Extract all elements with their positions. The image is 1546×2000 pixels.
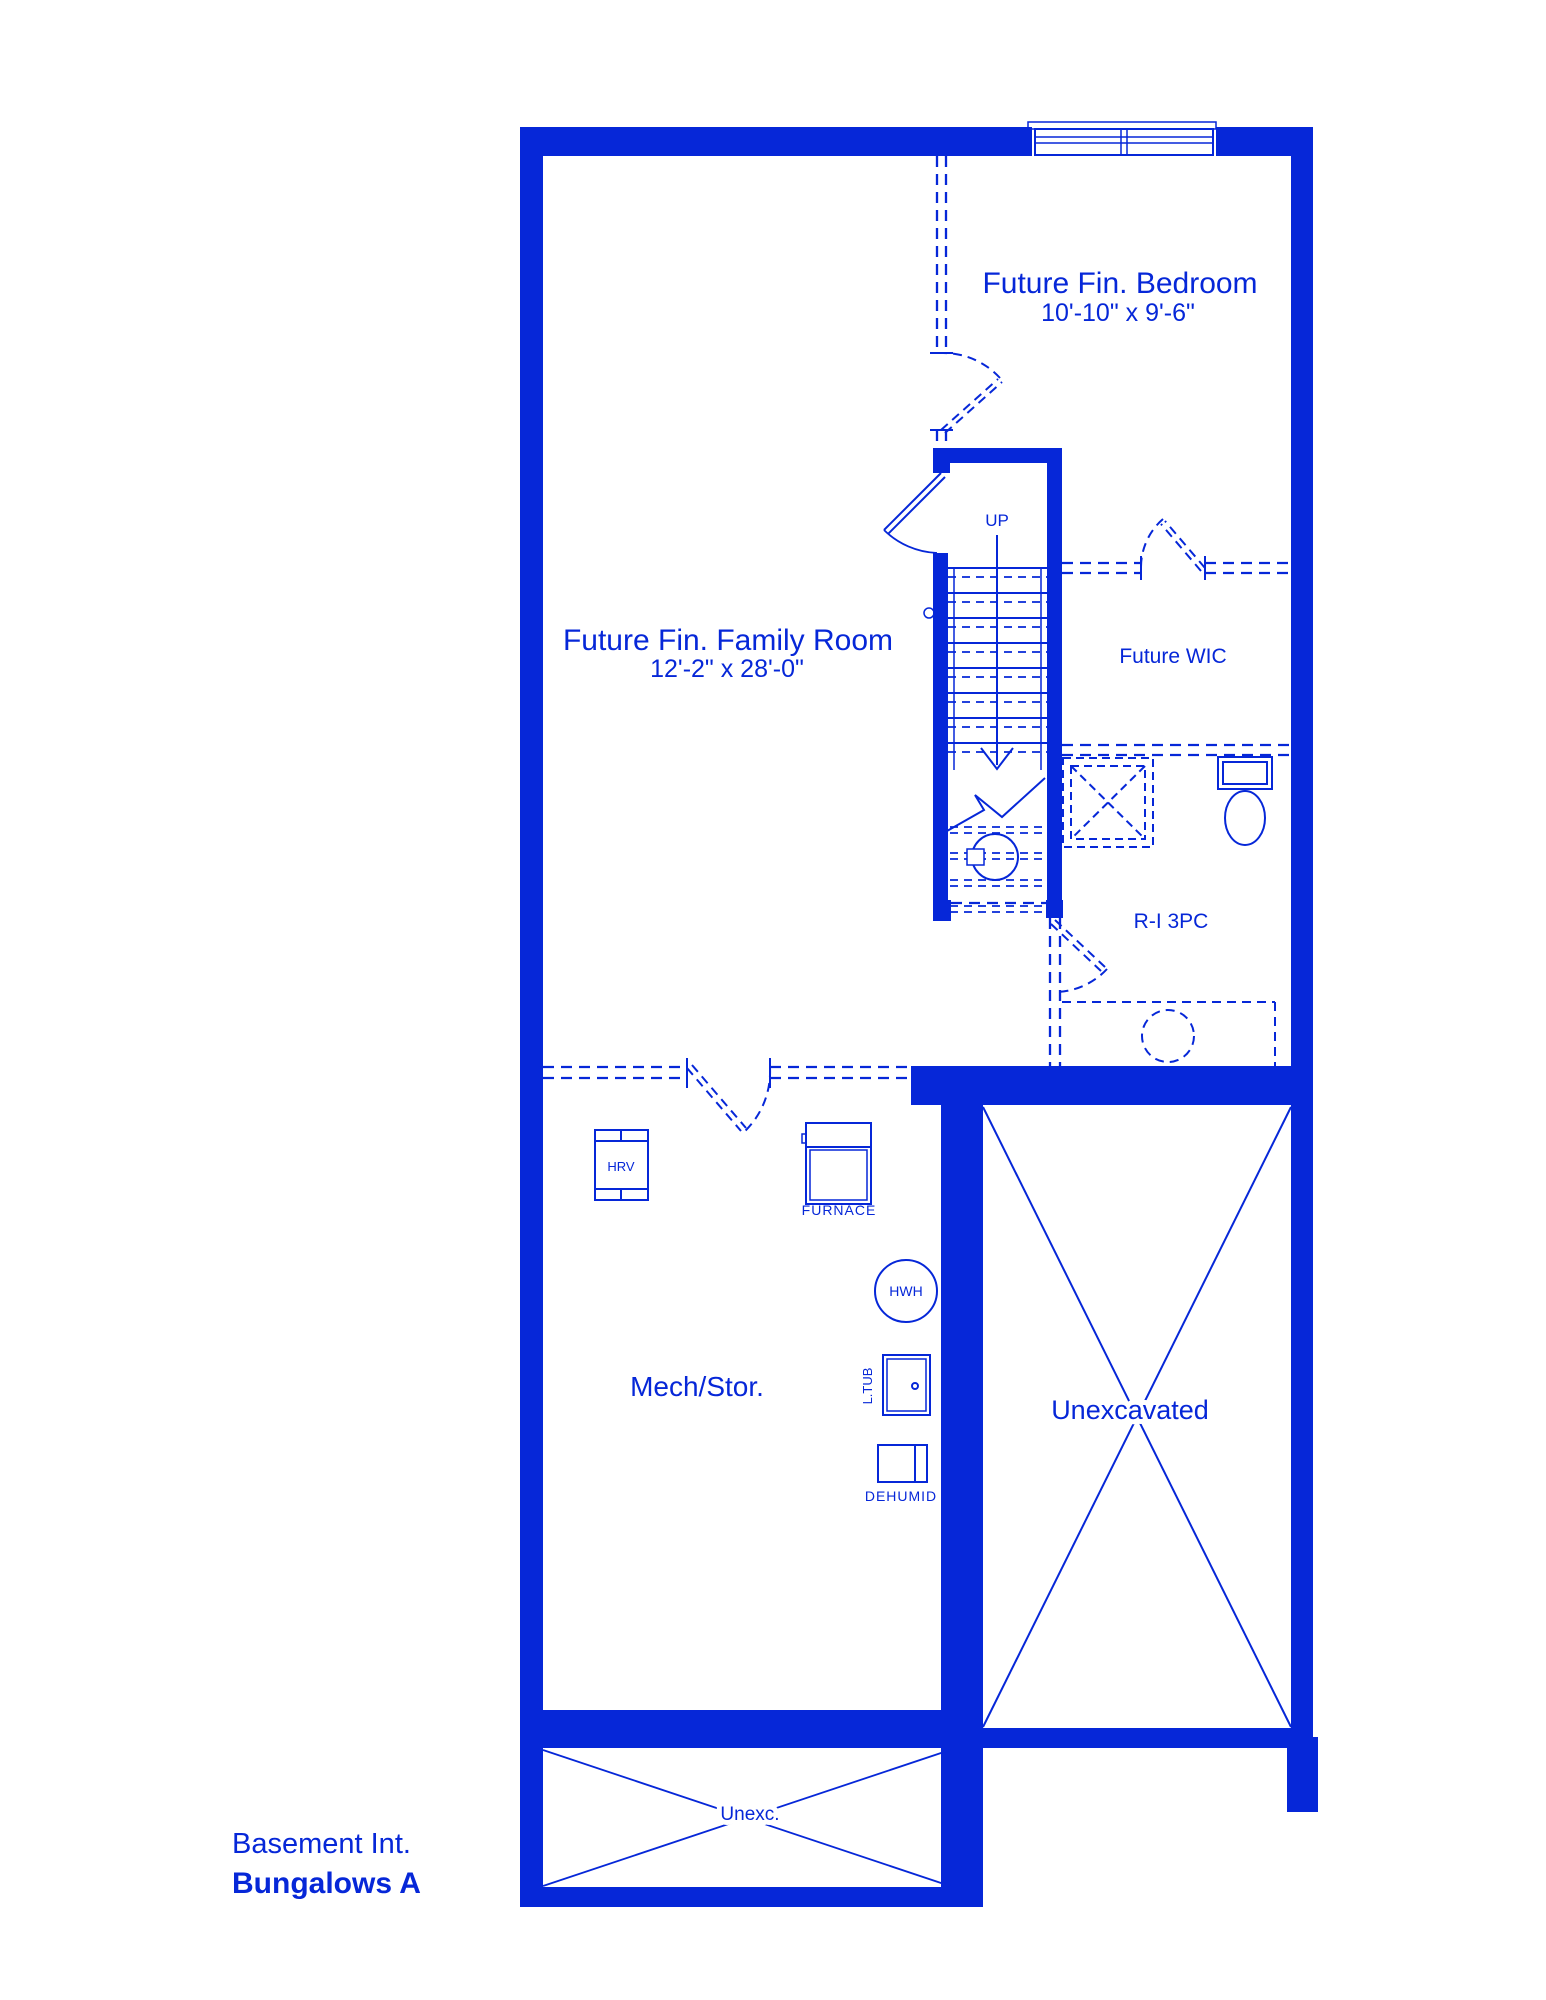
unexc-strip-label: Unexc. [720, 1804, 780, 1825]
future-door-bedroom [930, 353, 1002, 433]
sink-icon [1142, 1010, 1194, 1062]
stair-break-line [947, 778, 1045, 831]
wall-stair-right [1047, 463, 1062, 918]
wall-strip-bottom [520, 1887, 980, 1907]
future-door-wic [1141, 519, 1205, 580]
bedroom-label: Future Fin. Bedroom [982, 267, 1258, 300]
family-room-dims: 12'-2" x 28'-0" [650, 655, 804, 683]
dehumidifier-label: DEHUMID [864, 1488, 938, 1504]
wall-mech-bottom [543, 1710, 983, 1748]
hrv-label: HRV [607, 1159, 635, 1174]
future-wall-bath-divider [1062, 745, 1291, 755]
family-room-label: Future Fin. Family Room [562, 624, 894, 657]
furnace-label: FURNACE [801, 1202, 877, 1218]
stair-up-label: UP [985, 511, 1009, 530]
basin-notch [967, 849, 984, 865]
wall-stair-left-end-block [933, 900, 951, 921]
toilet-icon [1218, 757, 1272, 845]
stair-landing-dashed [950, 827, 1043, 912]
wall-unexcavated-bottom [978, 1728, 1313, 1748]
wall-fixture-circle [924, 608, 934, 618]
plan-title-line2: Bungalows A [232, 1867, 421, 1900]
mech-label: Mech/Stor. [630, 1371, 764, 1402]
future-wall-bedroom [937, 156, 946, 448]
future-wall-below-stairs [951, 903, 1060, 1066]
laundry-tub-unit [883, 1355, 930, 1415]
laundry-tub-label: L.TUB [860, 1367, 875, 1405]
future-wall-wic [1062, 563, 1291, 573]
bedroom-dims: 10'-10" x 9'-6" [1041, 299, 1195, 327]
bath-label: R-I 3PC [1133, 910, 1209, 933]
wall-stair-top [935, 448, 1062, 463]
shower-icon [1063, 758, 1153, 847]
vanity-counter [1062, 1002, 1275, 1066]
hwh-label: HWH [889, 1283, 923, 1299]
dehumidifier-unit [878, 1445, 927, 1482]
plan-title-line1: Basement Int. [232, 1828, 411, 1860]
wall-right [1291, 127, 1313, 1740]
wall-stair-right-end-block [1046, 900, 1063, 918]
wall-bath-bottom [911, 1066, 1313, 1105]
future-wall-mech [543, 1067, 911, 1078]
stair-entry-door [884, 473, 945, 553]
wall-left [520, 127, 543, 1907]
window-opening [1032, 122, 1216, 157]
wall-stair-left [933, 553, 948, 921]
exterior-walls [520, 127, 1318, 1907]
furnace-unit [802, 1123, 871, 1204]
wic-label: Future WIC [1119, 645, 1227, 668]
wall-right-step-block [1287, 1737, 1318, 1812]
window-icon [1028, 122, 1216, 157]
wall-stair-left-jamb [933, 448, 950, 473]
future-door-mech [687, 1058, 770, 1133]
wall-unexcavated-left [941, 1105, 983, 1907]
unexcavated-label: Unexcavated [1051, 1395, 1209, 1425]
